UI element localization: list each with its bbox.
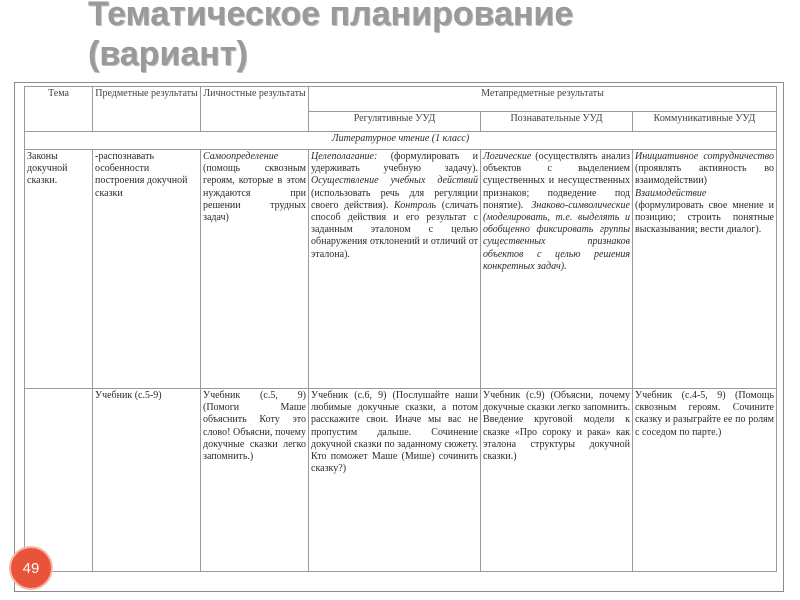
planning-table	[24, 86, 777, 572]
table-row	[25, 389, 777, 572]
header-communicative: Коммуникативные УУД	[633, 112, 777, 132]
row1-personal-label: Самоопределение	[203, 151, 279, 162]
row1-theme: Законы докучной сказки.	[25, 150, 93, 389]
slide-number: 49	[22, 559, 40, 577]
row2-subject: Учебник (с.5-9)	[93, 389, 201, 572]
slide-number-badge	[11, 548, 51, 588]
row2-cognitive: Учебник (с.9) (Объясни, почему докучные сказки легко запомнить. Введение круговой модели к сказке «Про сороку и рака» как эталона структуры докучной сказки.)	[481, 389, 633, 572]
header-cognitive: Познавательные УУД	[481, 112, 633, 132]
row1-cog-label1: Логические	[483, 151, 532, 162]
slide-title	[88, 0, 788, 74]
row1-com-label1: Инициативное сотрудничество	[635, 151, 774, 162]
row1-com-text2: (формулировать свое мнение и позицию; строить понятные высказывания; вести диалог).	[635, 199, 774, 236]
row1-communicative	[633, 150, 777, 389]
row1-regulative	[309, 150, 481, 389]
header-meta-results: Метапредметные результаты	[309, 87, 777, 112]
row1-reg-label2: Осуществление учебных действий	[311, 175, 478, 187]
header-personal-results: Личностные результаты	[201, 87, 309, 132]
row2-communicative: Учебник (с.4-5, 9) (Помощь сквозным героям. Сочините сказку и разыграйте ее по ролям с соседом по парте.)	[633, 389, 777, 572]
row1-cog-label2: Знаково-символические (моделировать, т.е. выделять и обобщенно фиксировать группы существенных признаков объектов с целью решения конкретных задач).	[483, 199, 630, 272]
row1-personal	[201, 150, 309, 389]
slide-title-line1: Тематическое планирование	[88, 0, 574, 33]
row1-reg-text1: (формулировать и удерживать учебную задачу).	[311, 151, 478, 175]
row1-reg-text2: (использовать речь для регуляции своего действия).	[311, 187, 478, 211]
table-row	[25, 150, 777, 389]
row2-theme	[25, 389, 93, 572]
row1-reg-text3: (сличать способ действия и его результат с заданным эталоном с целью обнаружения отклонений и отличий от эталона).	[311, 199, 479, 260]
row2-personal: Учебник (с.5, 9) (Помоги Маше объяснить Коту это слово! Объясни, почему докучные сказки легко запомнить.)	[201, 389, 309, 572]
header-theme: Тема	[25, 87, 93, 132]
row1-cog-text1: (осуществлять анализ объектов с выделением существенных и несущественных признаков; подведение под понятие).	[483, 151, 630, 211]
row1-cognitive	[481, 150, 633, 389]
section-title: Литературное чтение (1 класс)	[25, 132, 777, 150]
row1-reg-label1: Целеполагание:	[311, 151, 378, 162]
row1-reg-label3: Контроль	[394, 199, 437, 211]
row1-com-label2: Взаимодействие	[635, 187, 707, 199]
slide-title-line2: (вариант)	[88, 35, 248, 73]
row1-com-text1: (проявлять активность во взаимодействии)	[635, 163, 774, 187]
row2-regulative: Учебник (с.6, 9) (Послушайте наши любимые докучные сказки, а потом расскажите свои. Иначе мы вас не пропустим дальше. Сочинение докучной сказки по заданному сюжету. Кто поможет Маше (Мише) сочинить сказку?)	[309, 389, 481, 572]
row1-subject: -распознавать особенности построения докучной сказки	[93, 150, 201, 389]
row1-personal-text: (помощь сквозным героям, которые в этом нуждаются при решении трудных задач)	[203, 163, 306, 224]
header-regulative: Регулятивные УУД	[309, 112, 481, 132]
header-subject-results: Предметные результаты	[93, 87, 201, 132]
